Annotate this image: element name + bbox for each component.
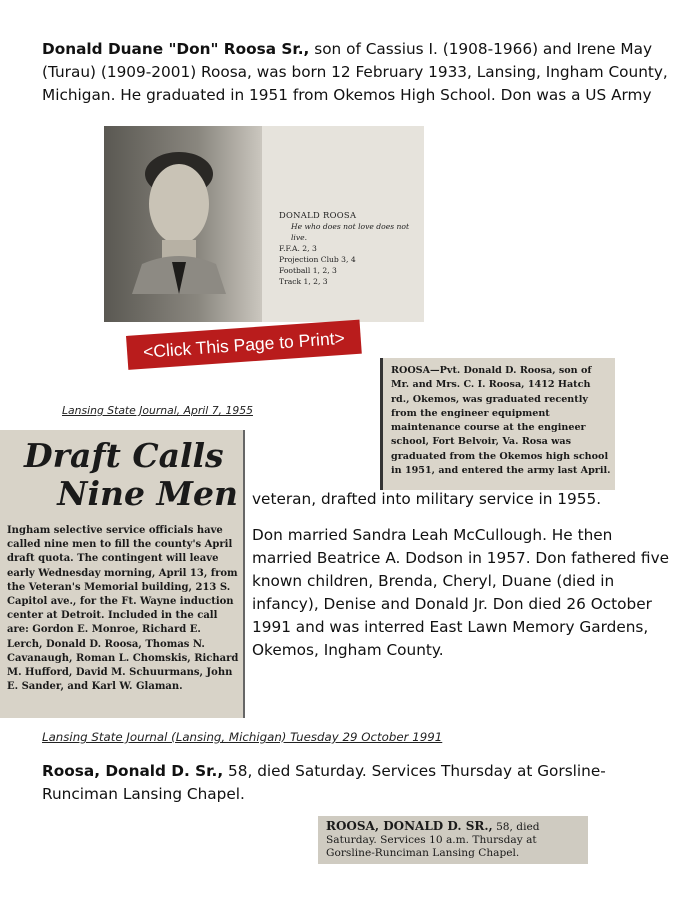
draft-headline-line2: Nine Men [57, 474, 238, 513]
intro-text: son of Cassius I. (1908-1966) and Irene May (Turau) (1909-2001) Roosa, was born 12 February 1933, Lansing, Ingham County, Michigan. He graduated in 1951 from Okemos High School. Don was a US Army [42, 40, 668, 104]
yearbook-line: Track 1, 2, 3 [279, 277, 328, 286]
obituary-clip-text [326, 820, 588, 860]
portrait-photo [104, 126, 262, 322]
caption-1955: Lansing State Journal, April 7, 1955 [62, 404, 253, 417]
caption-1991: Lansing State Journal (Lansing, Michigan) Tuesday 29 October 1991 [42, 730, 443, 744]
obituary-paragraph [42, 760, 672, 806]
print-page-button[interactable]: <Click This Page to Print> [126, 320, 362, 370]
clipping-text: ROOSA—Pvt. Donald D. Roosa, son of Mr. and Mrs. C. I. Roosa, 1412 Hatch rd., Okemos, was graduated recently from the engineer equipment maintenance course at the engineer school, Fort Belvoir, Va. Rosa was graduated from the Okemos high school in 1951, and entered the army last April. [391, 365, 611, 477]
obituary-text: 58, died Saturday. Services Thursday at Gorsline-Runciman Lansing Chapel. [42, 762, 606, 803]
obituary-clip-body: 58, died Saturday. Services 10 a.m. Thursday at Gorsline-Runciman Lansing Chapel. [326, 821, 540, 859]
yearbook-line: Football 1, 2, 3 [279, 266, 337, 275]
veteran-line: veteran, drafted into military service in 1955. [252, 490, 602, 508]
obituary-name: Roosa, Donald D. Sr., [42, 762, 224, 780]
draft-body: Ingham selective service officials have called nine men to fill the county's April draft quota. The contingent will leave early Wednesday morning, April 13, from the Veteran's Memorial building, 213 S. Capitol ave., for the Ft. Wayne induction center at Detroit. Included in the call are: Gordon E. Monroe, Richard E. Lerch, Donald D. Roosa, Thomas N. Cavanaugh, Roman L. Chomskis, Richard M. Hufford, David M. Schuurmans, John E. Sander, and Karl W. Glaman. [7, 525, 239, 693]
news-clipping-graduation [380, 358, 615, 490]
draft-headline-line1: Draft Calls [24, 436, 224, 475]
yearbook-line: F.F.A. 2, 3 [279, 244, 317, 253]
news-clipping-obituary [318, 816, 588, 864]
news-clipping-draft [0, 430, 245, 718]
yearbook-photo [104, 126, 424, 322]
obituary-clip-name: ROOSA, DONALD D. SR., [326, 819, 493, 833]
intro-name: Donald Duane "Don" Roosa Sr., [42, 40, 310, 58]
yearbook-line: Projection Club 3, 4 [279, 255, 356, 264]
intro-paragraph [42, 38, 672, 107]
yearbook-name: DONALD ROOSA [279, 210, 357, 220]
portrait-figure [132, 144, 226, 294]
yearbook-text [279, 210, 424, 287]
yearbook-motto: He who does not love does not live. [291, 222, 410, 242]
marriage-paragraph: Don married Sandra Leah McCullough. He then married Beatrice A. Dodson in 1957. Don fathered five known children, Brenda, Cheryl, Duane (died in infancy), Denise and Donald Jr. Don died 26 October 1991 and was interred East Lawn Memory Gardens, Okemos, Ingham County. [252, 526, 670, 659]
